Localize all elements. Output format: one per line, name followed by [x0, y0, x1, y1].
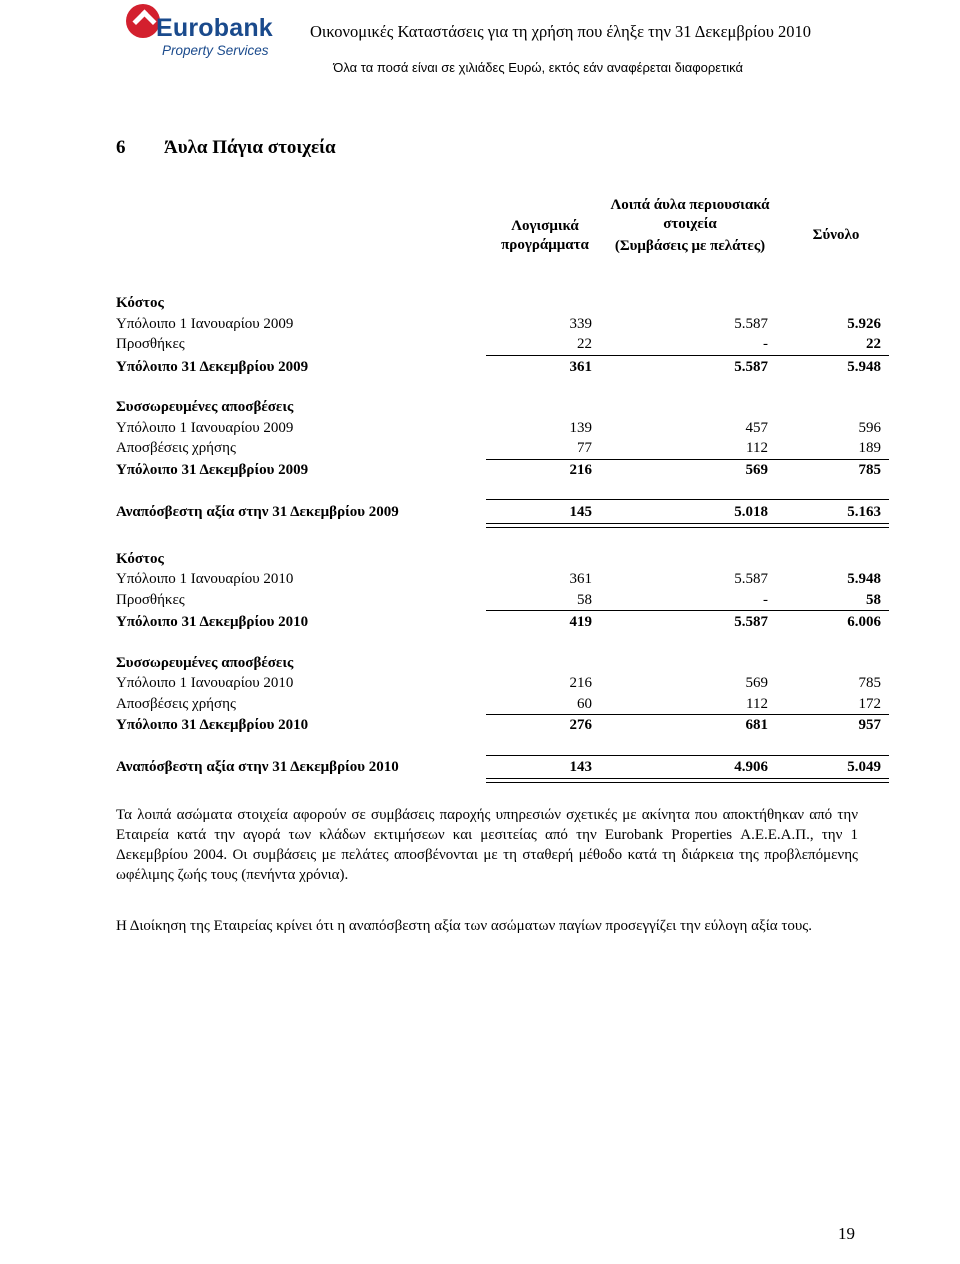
cell-other-intangibles: 5.587 [734, 614, 768, 630]
cell-software: 339 [569, 316, 592, 332]
cell-total: 5.948 [847, 359, 881, 375]
table-row-total [116, 502, 890, 522]
cell-total: 6.006 [847, 614, 881, 630]
row-label: Υπόλοιπο 31 Δεκεμβρίου 2009 [116, 462, 309, 478]
table-double-rule [486, 523, 889, 528]
table-row [116, 694, 890, 714]
row-label: Υπόλοιπο 31 Δεκεμβρίου 2009 [116, 359, 309, 375]
row-label: Υπόλοιπο 1 Ιανουαρίου 2009 [116, 420, 294, 436]
header-title: Οικονομικές Καταστάσεις για τη χρήση που έληξε την 31 Δεκεμβρίου 2010 [310, 22, 811, 41]
cell-other-intangibles: 5.587 [734, 359, 768, 375]
cell-total: 957 [858, 717, 881, 733]
cell-total: 172 [858, 696, 881, 712]
column-header-other-intangibles-sub: (Συμβάσεις με πελάτες) [614, 238, 766, 254]
cell-software: 276 [569, 717, 592, 733]
cell-total: 5.948 [847, 571, 881, 587]
table-rule [486, 355, 889, 356]
table-row [116, 590, 890, 610]
eurobank-logo [126, 2, 276, 62]
section-number: 6 [116, 137, 126, 158]
cell-total: 596 [858, 420, 881, 436]
cell-software: 22 [577, 336, 592, 352]
cell-other-intangibles: 457 [745, 420, 768, 436]
cell-software: 139 [569, 420, 592, 436]
table-row [116, 673, 890, 693]
row-label: Προσθήκες [116, 592, 185, 608]
row-label: Υπόλοιπο 1 Ιανουαρίου 2010 [116, 571, 294, 587]
logo-name: Eurobank [156, 14, 273, 42]
table-row [116, 314, 890, 334]
cell-software: 361 [569, 359, 592, 375]
cell-other-intangibles: - [763, 336, 768, 352]
table-row [116, 293, 890, 313]
cell-software: 77 [577, 440, 592, 456]
cell-other-intangibles: 112 [746, 440, 768, 456]
row-label: Υπόλοιπο 1 Ιανουαρίου 2009 [116, 316, 294, 332]
row-label: Συσσωρευμένες αποσβέσεις [116, 655, 294, 671]
row-label: Υπόλοιπο 1 Ιανουαρίου 2010 [116, 675, 294, 691]
cell-total: 5.163 [847, 504, 881, 520]
table-row [116, 653, 890, 673]
cell-software: 145 [569, 504, 592, 520]
header-note: Όλα τα ποσά είναι σε χιλιάδες Ευρώ, εκτός εάν αναφέρεται διαφορετικά [333, 60, 743, 75]
row-label: Υπόλοιπο 31 Δεκεμβρίου 2010 [116, 614, 309, 630]
column-header-other-intangibles [600, 196, 780, 256]
cell-software: 216 [569, 462, 592, 478]
row-label: Αναπόσβεστη αξία στην 31 Δεκεμβρίου 2010 [116, 759, 399, 775]
cell-other-intangibles: 112 [746, 696, 768, 712]
section-title [116, 137, 336, 159]
cell-other-intangibles: 5.018 [734, 504, 768, 520]
cell-other-intangibles: 569 [745, 675, 768, 691]
row-label: Αποσβέσεις χρήσης [116, 696, 236, 712]
column-header-other-intangibles-label: Λοιπά άυλα περιουσιακά στοιχεία [610, 197, 770, 232]
column-header-total: Σύνολο [812, 227, 860, 243]
table-row-total [116, 757, 890, 777]
table-rule [486, 499, 889, 500]
cell-total: 5.926 [847, 316, 881, 332]
cell-total: 58 [866, 592, 881, 608]
page-number: 19 [838, 1224, 855, 1243]
cell-software: 361 [569, 571, 592, 587]
cell-total: 22 [866, 336, 881, 352]
row-label: Υπόλοιπο 31 Δεκεμβρίου 2010 [116, 717, 309, 733]
table-row [116, 397, 890, 417]
table-row [116, 715, 890, 735]
cell-total: 189 [858, 440, 881, 456]
logo-subtitle: Property Services [162, 43, 269, 58]
cell-software: 419 [569, 614, 592, 630]
row-label: Προσθήκες [116, 336, 185, 352]
row-label: Συσσωρευμένες αποσβέσεις [116, 399, 294, 415]
cell-software: 60 [577, 696, 592, 712]
cell-total: 785 [858, 675, 881, 691]
cell-other-intangibles: 681 [745, 717, 768, 733]
eurobank-emblem-icon [126, 4, 160, 38]
note-paragraph: Η Διοίκηση της Εταιρείας κρίνει ότι η αναπόσβεστη αξία των ασώματων παγίων προσεγγίζει την εύλογη αξία τους. [116, 918, 812, 934]
table-double-rule [486, 778, 889, 783]
cell-other-intangibles: 4.906 [734, 759, 768, 775]
row-label: Κόστος [116, 295, 164, 311]
table-row [116, 569, 890, 589]
cell-total: 785 [858, 462, 881, 478]
table-rule [486, 755, 889, 756]
table-row [116, 549, 890, 569]
table-row [116, 460, 890, 480]
cell-software: 143 [569, 759, 592, 775]
row-label: Αναπόσβεστη αξία στην 31 Δεκεμβρίου 2009 [116, 504, 399, 520]
column-header-software: Λογισμικά προγράμματα [501, 218, 589, 253]
table-row [116, 612, 890, 632]
cell-total: 5.049 [847, 759, 881, 775]
section-title-text: Άυλα Πάγια στοιχεία [164, 137, 336, 158]
table-rule [486, 610, 889, 611]
cell-other-intangibles: - [763, 592, 768, 608]
table-row [116, 418, 890, 438]
table-row [116, 334, 890, 354]
table-row [116, 357, 890, 377]
row-label: Αποσβέσεις χρήσης [116, 440, 236, 456]
note-paragraph: Τα λοιπά ασώματα στοιχεία αφορούν σε συμβάσεις παροχής υπηρεσιών σχετικές με ακίνητα που αποκτήθηκαν από την Εταιρεία κατά την αγορά των κλάδων εκτιμήσεων και μεσιτείας από την Eurobank Properties Α.Ε.Ε.Α.Π., την 1 Δεκεμβρίου 2004. Οι συμβάσεις με πελάτες αποσβένονται με τη σταθερή μέθοδο κατά τη διάρκεια της προβλεπόμενης ωφέλιμης ζωής τους (πενήντα χρόνια). [116, 807, 858, 883]
cell-software: 216 [569, 675, 592, 691]
cell-other-intangibles: 5.587 [734, 571, 768, 587]
table-row [116, 438, 890, 458]
cell-other-intangibles: 5.587 [734, 316, 768, 332]
row-label: Κόστος [116, 551, 164, 567]
cell-software: 58 [577, 592, 592, 608]
cell-other-intangibles: 569 [745, 462, 768, 478]
